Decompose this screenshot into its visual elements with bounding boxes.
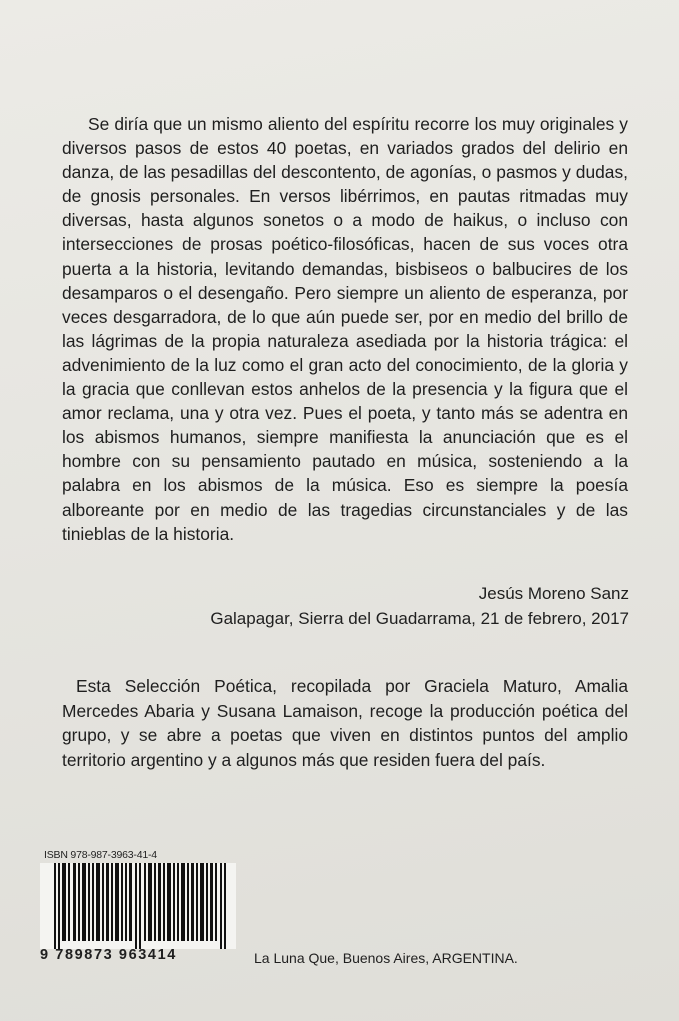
isbn-label: ISBN 978-987-3963-41-4 [44,849,157,861]
foreword-paragraph: Se diría que un mismo aliento del espíritu recorre los muy originales y diversos pasos de estos 40 poetas, en variados grados del delirio en danza, de las pesadillas del descontento, de agonías, o pasmos y dudas, de gnosis personales. En versos libérrimos, en pautas ritmadas muy diversas, hasta algunos sonetos o a modo de haikus, o incluso con intersecciones de prosas poético-filosóficas, hacen de sus voces otra puerta a la historia, levitando demandas, bisbiseos o balbucires de los desamparos o el desengaño. Pero siempre un aliento de esperanza, por veces desgarradora, de lo que aún puede ser, por en medio del brillo de las lágrimas de la propia naturaleza asediada por la historia trágica: el advenimiento de la luz como el gran acto del conocimiento, de la gloria y la gracia que conllevan estos anhelos de la presencia y la figura que el amor reclama, una y otra vez. Pues el poeta, y tanto más se adentra en los abismos humanos, siempre manifiesta la anunciación que es el hombre con su pensamiento pautado en música, sosteniendo a la palabra en los abismos de la música. Eso es siempre la poesía alboreante por en medio de las tragedias circunstanciales y de las tinieblas de la historia. [62,114,628,544]
selection-credits-paragraph: Esta Selección Poética, recopilada por Graciela Maturo, Amalia Mercedes Abaria y Susana Lamaison, recoge la producción poética del grupo, y se abre a poetas que viven en distintos puntos del amplio territorio argentino y a algunos más que residen fuera del país. [62,676,628,770]
publisher-line: La Luna Que, Buenos Aires, ARGENTINA. [254,950,518,966]
barcode-digits: 9 789873 963414 [40,947,177,963]
place-date: Galapagar, Sierra del Guadarrama, 21 de febrero, 2017 [210,609,629,628]
isbn-barcode [40,849,240,969]
signature-block [210,581,629,631]
barcode-bars-icon [40,863,236,949]
author-name: Jesús Moreno Sanz [478,584,629,603]
